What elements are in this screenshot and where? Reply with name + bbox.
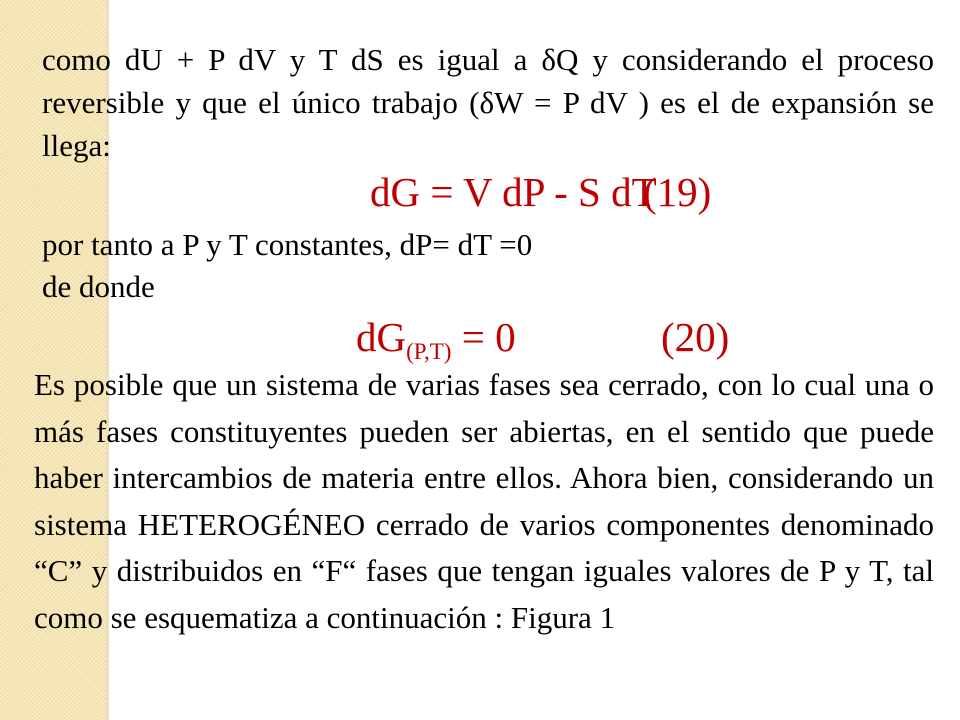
paragraph-conditions: [42, 224, 934, 308]
paragraph-conditions-line2: de donde: [42, 269, 155, 304]
paragraph-intro: como dU + P dV y T dS es igual a δQ y considerando el proceso reversible y que el único trabajo (δW = P dV ) es el de expansión se llega:: [42, 42, 934, 163]
equation-20-number: (20): [661, 314, 730, 360]
paragraph-conditions-line1: por tanto a P y T constantes, dP= dT =0: [42, 227, 533, 262]
equation-20-rhs: = 0: [451, 314, 516, 360]
equation-19-number: (19): [643, 169, 712, 215]
equation-20-subscript: (P,T): [406, 339, 452, 364]
paragraph-heterogeneous-system: Es posible que un sistema de varias fases sea cerrado, con lo cual una o más fases constituyentes pueden ser abiertas, en el sentido que puede haber intercambios de materia entre ellos. Ahora bien, considerando un sistema HETEROGÉNEO cerrado de varios componentes denominado “C” y distribuidos en “F“ fases que tengan iguales valores de P y T, tal como se esquematiza a continuación : Figura 1: [34, 367, 934, 635]
equation-20-base: dG: [356, 314, 407, 360]
equation-19: dG = V dP - S dT: [370, 169, 657, 215]
